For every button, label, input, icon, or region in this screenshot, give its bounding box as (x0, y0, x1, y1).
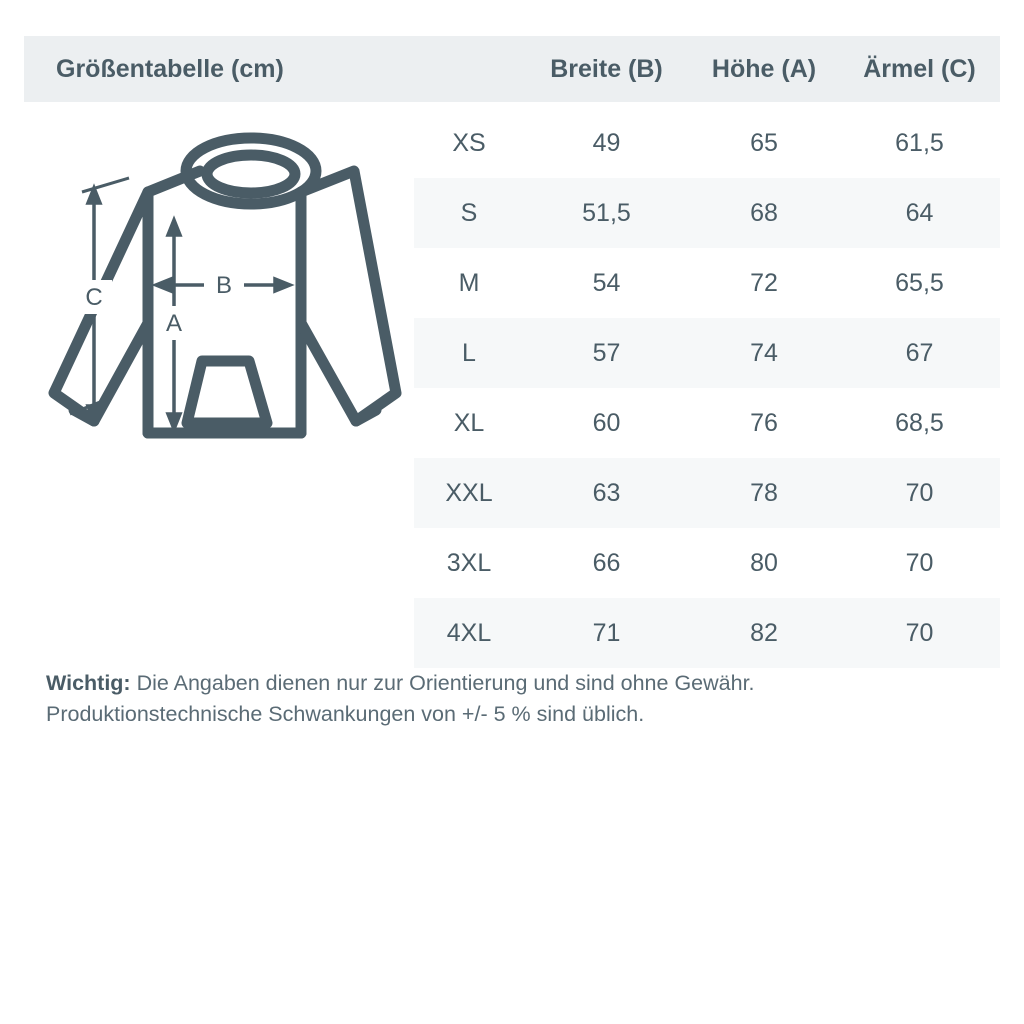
column-header-aermel: Ärmel (C) (863, 54, 976, 83)
cell-hoehe: 68 (750, 198, 778, 227)
table-row (414, 318, 1000, 388)
cell-aermel: 64 (905, 198, 934, 227)
footnote-line-1: Die Angaben dienen nur zur Orientierung und sind ohne Gewähr. (130, 671, 755, 695)
cell-size: M (458, 268, 480, 297)
footnote-strong: Wichtig: (46, 671, 131, 695)
cell-breite: 51,5 (582, 198, 631, 227)
table-row (414, 108, 1000, 178)
cell-size: XXL (445, 478, 493, 507)
table-row (414, 528, 1000, 598)
hoodie-diagram (24, 108, 414, 658)
cell-breite: 71 (592, 618, 621, 647)
cell-aermel: 70 (905, 478, 934, 507)
cell-aermel: 68,5 (895, 408, 944, 437)
label-b: B (215, 272, 233, 299)
cell-breite: 54 (592, 268, 621, 297)
cell-size: S (460, 198, 478, 227)
column-header-breite: Breite (B) (550, 54, 663, 83)
cell-breite: 63 (592, 478, 621, 507)
table-row (414, 388, 1000, 458)
cell-aermel: 67 (905, 338, 934, 367)
cell-size: 4XL (446, 618, 492, 647)
cell-size: L (462, 338, 476, 367)
cell-aermel: 70 (905, 618, 934, 647)
cell-hoehe: 82 (750, 618, 778, 647)
cell-aermel: 65,5 (895, 268, 944, 297)
cell-hoehe: 72 (750, 268, 778, 297)
table-row (414, 458, 1000, 528)
cell-hoehe: 74 (750, 338, 778, 367)
table-row (414, 248, 1000, 318)
cell-breite: 60 (592, 408, 621, 437)
cell-hoehe: 65 (750, 128, 778, 157)
cell-hoehe: 80 (750, 548, 778, 577)
cell-aermel: 70 (905, 548, 934, 577)
cell-aermel: 61,5 (895, 128, 944, 157)
cell-hoehe: 78 (750, 478, 778, 507)
cell-breite: 49 (592, 128, 621, 157)
table-row (414, 178, 1000, 248)
cell-breite: 66 (592, 548, 621, 577)
label-c: C (85, 284, 103, 311)
cell-size: XL (453, 408, 485, 437)
label-a: A (165, 310, 183, 337)
cell-size: 3XL (446, 548, 492, 577)
cell-breite: 57 (592, 338, 621, 367)
column-header-hoehe: Höhe (A) (711, 54, 817, 83)
table-header-row (24, 36, 1000, 102)
cell-hoehe: 76 (750, 408, 778, 437)
footnote-line-2: Produktionstechnische Schwankungen von +/- 5 % sind üblich. (46, 702, 645, 727)
size-table (414, 108, 1000, 668)
table-row (414, 598, 1000, 668)
cell-size: XS (452, 128, 486, 157)
footnote (46, 668, 996, 730)
page-title: Größentabelle (cm) (56, 54, 284, 83)
